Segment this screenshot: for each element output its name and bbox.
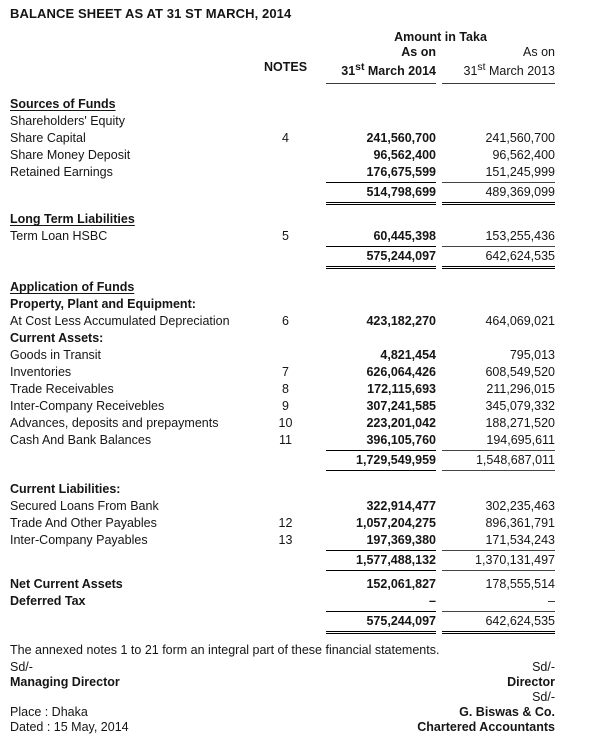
table-row [10, 532, 555, 549]
table-row [10, 498, 555, 515]
note-number [245, 147, 326, 164]
row-label: Goods in Transit [10, 348, 102, 363]
row-label: Inter-Company Receivebles [10, 399, 165, 414]
note-number [245, 330, 326, 347]
table-row [10, 113, 555, 130]
amount-2014: 60,445,398 [373, 229, 436, 244]
signature-left [10, 660, 129, 735]
row-label [10, 550, 245, 571]
signature-firm: G. Biswas & Co. [459, 705, 555, 720]
amount-2014: 322,914,477 [366, 499, 436, 514]
note-number [245, 211, 326, 228]
table-row [10, 164, 555, 181]
note-number: 10 [278, 416, 293, 431]
row-label: Deferred Tax [10, 594, 86, 609]
row-label: Long Term Liabilities [10, 212, 135, 227]
amount-2014: 307,241,585 [366, 399, 436, 414]
note-number [245, 576, 326, 593]
amount-2014 [326, 96, 436, 113]
header-amount-unit-row [10, 30, 555, 45]
row-label: Trade Receivables [10, 382, 114, 397]
amount-2014 [326, 330, 436, 347]
date-ordinal: st [355, 62, 365, 73]
note-number [245, 182, 326, 205]
page-title: BALANCE SHEET AS AT 31 ST MARCH, 2014 [10, 6, 292, 21]
total-row [10, 246, 555, 269]
amount-2013: 151,245,999 [485, 165, 555, 180]
spacer-cell [10, 79, 245, 85]
amount-2013: – [548, 594, 555, 609]
note-number [245, 498, 326, 515]
amount-2013: 1,370,131,497 [442, 550, 555, 571]
row-label: Current Assets: [10, 331, 104, 346]
amount-2013: 194,695,611 [486, 433, 555, 448]
signature-right [417, 660, 555, 735]
signature-role-managing-director: Managing Director [10, 675, 120, 690]
spacer-cell [10, 60, 245, 79]
amount-2014: 172,115,693 [367, 382, 436, 397]
amount-2014: 176,675,599 [366, 165, 436, 180]
table-row [10, 228, 555, 245]
amount-2014: 1,577,488,132 [326, 550, 436, 571]
amount-2014: 396,105,760 [366, 433, 436, 448]
amount-2014: 241,560,700 [366, 131, 436, 146]
spacer-cell [10, 45, 245, 60]
table-row [10, 147, 555, 164]
note-number [245, 164, 326, 181]
amount-2013: 1,548,687,011 [442, 450, 555, 471]
row-label: Current Liabilities: [10, 482, 121, 497]
signature-role-chartered-accountants: Chartered Accountants [417, 720, 555, 735]
amount-2014: 575,244,097 [326, 246, 436, 269]
date-day: 31 [341, 64, 356, 79]
table-row [10, 364, 555, 381]
header-as-on-row [10, 45, 555, 60]
note-number: 11 [279, 433, 292, 448]
note-number: 4 [282, 131, 289, 146]
column-rule-2014 [326, 79, 436, 84]
total-row [10, 182, 555, 205]
row-label: Share Capital [10, 131, 86, 146]
annexed-notes-line: The annexed notes 1 to 21 form an integral part of these financial statements. [10, 643, 440, 658]
amount-2013: 795,013 [509, 348, 555, 363]
row-label [10, 450, 245, 471]
spacer-cell [245, 30, 326, 45]
amount-2014 [326, 113, 436, 130]
row-label: Retained Earnings [10, 165, 113, 180]
row-label: Secured Loans From Bank [10, 499, 159, 514]
table-row [10, 211, 555, 228]
row-label: Application of Funds [10, 280, 135, 295]
row-label: Cash And Bank Balances [10, 433, 152, 448]
note-number [245, 481, 326, 498]
table-row [10, 296, 555, 313]
amount-2013 [442, 96, 555, 113]
row-label: Sources of Funds [10, 97, 116, 112]
table-row [10, 96, 555, 113]
as-on-2013-label: As on [523, 45, 555, 59]
amount-2013: 211,296,015 [486, 382, 555, 397]
blank-line [10, 690, 129, 705]
amount-2013 [442, 481, 555, 498]
amount-2014: – [429, 594, 436, 609]
date-ordinal: st [477, 62, 486, 73]
amount-2013: 302,235,463 [485, 499, 555, 514]
section-spacer [10, 471, 555, 481]
amount-2013: 171,534,243 [485, 533, 555, 548]
section-spacer [10, 269, 555, 279]
signature-sd: Sd/- [532, 690, 555, 705]
total-row [10, 550, 555, 571]
amount-2013: 96,562,400 [492, 148, 555, 163]
spacer-cell [245, 45, 326, 60]
amount-2013: 642,624,535 [442, 246, 555, 269]
amount-2014: 96,562,400 [373, 148, 436, 163]
amount-2013: 345,079,332 [485, 399, 555, 414]
row-label: At Cost Less Accumulated Depreciation [10, 314, 230, 329]
note-number [245, 450, 326, 471]
amount-2014: 1,057,204,275 [356, 516, 436, 531]
amount-2013: 153,255,436 [485, 229, 555, 244]
amount-2014: 514,798,699 [326, 182, 436, 205]
note-number: 6 [282, 314, 289, 329]
date-rest: March 2014 [364, 64, 436, 79]
amount-2014 [326, 211, 436, 228]
table-row [10, 593, 555, 610]
date-rest: March 2013 [485, 64, 555, 79]
table-row [10, 381, 555, 398]
column-rule-2013 [442, 79, 555, 84]
total-row [10, 450, 555, 471]
amount-2014: 423,182,270 [366, 314, 436, 329]
amount-2013: 608,549,520 [485, 365, 555, 380]
amount-2013: 464,069,021 [485, 314, 555, 329]
amount-2014 [326, 279, 436, 296]
table-row [10, 313, 555, 330]
amount-2014: 1,729,549,959 [326, 450, 436, 471]
note-number [245, 96, 326, 113]
as-on-2014-label: As on [401, 45, 436, 59]
amount-2013: 896,361,791 [485, 516, 555, 531]
table-row [10, 576, 555, 593]
amount-2014 [326, 296, 436, 313]
table-header [10, 30, 555, 96]
amount-2014: 575,244,097 [326, 611, 436, 634]
amount-2013: 642,624,535 [442, 611, 555, 634]
amount-2014: 152,061,827 [366, 577, 436, 592]
dated-line: Dated : 15 May, 2014 [10, 720, 129, 735]
amount-2013 [442, 113, 555, 130]
amount-unit-label: Amount in Taka [394, 30, 487, 44]
amount-2013: 188,271,520 [485, 416, 555, 431]
amount-2014 [326, 481, 436, 498]
table-row [10, 330, 555, 347]
amount-2014: 197,369,380 [366, 533, 436, 548]
note-number [245, 593, 326, 610]
amount-2013 [442, 296, 555, 313]
note-number [245, 347, 326, 364]
signature-sd: Sd/- [10, 660, 33, 675]
balance-sheet-table [10, 96, 555, 640]
section-spacer [10, 634, 555, 640]
row-label: Inventories [10, 365, 72, 380]
note-number: 12 [278, 516, 293, 531]
note-number [245, 611, 326, 634]
amount-2013 [442, 330, 555, 347]
table-row [10, 432, 555, 449]
note-number: 7 [282, 365, 289, 380]
table-row [10, 415, 555, 432]
signature-sd: Sd/- [532, 660, 555, 675]
note-number: 13 [278, 533, 293, 548]
row-label: Property, Plant and Equipment: [10, 297, 196, 312]
row-label [10, 611, 245, 634]
header-date-row [10, 60, 555, 79]
row-label: Inter-Company Payables [10, 533, 148, 548]
signature-block [10, 660, 555, 735]
table-row [10, 481, 555, 498]
row-label: Share Money Deposit [10, 148, 131, 163]
note-number: 5 [282, 229, 289, 244]
date-day: 31 [463, 64, 478, 79]
row-label: Trade And Other Payables [10, 516, 157, 531]
spacer-cell [245, 79, 326, 85]
place-line: Place : Dhaka [10, 705, 88, 720]
spacer-cell [10, 30, 245, 45]
row-label [10, 246, 245, 269]
table-row [10, 515, 555, 532]
note-number [245, 550, 326, 571]
row-label: Net Current Assets [10, 577, 123, 592]
amount-2013 [442, 279, 555, 296]
table-row [10, 347, 555, 364]
note-number [245, 113, 326, 130]
note-number [245, 279, 326, 296]
amount-2013 [442, 211, 555, 228]
note-number [245, 246, 326, 269]
table-row [10, 279, 555, 296]
amount-2014: 4,821,454 [380, 348, 436, 363]
amount-2013: 178,555,514 [485, 577, 555, 592]
table-row [10, 398, 555, 415]
notes-column-label: NOTES [263, 60, 308, 74]
amount-2013: 241,560,700 [485, 131, 555, 146]
row-label [10, 182, 245, 205]
row-label: Shareholders' Equity [10, 114, 125, 129]
table-row [10, 130, 555, 147]
amount-2013: 489,369,099 [442, 182, 555, 205]
row-label: Term Loan HSBC [10, 229, 108, 244]
signature-role-director: Director [507, 675, 555, 690]
note-number: 8 [282, 382, 289, 397]
row-label: Advances, deposits and prepayments [10, 416, 219, 431]
header-gap [10, 85, 555, 96]
total-row [10, 611, 555, 634]
date-2014-label [326, 60, 436, 79]
note-number [245, 296, 326, 313]
date-2013-label [442, 60, 555, 79]
amount-2014: 223,201,042 [366, 416, 436, 431]
note-number: 9 [282, 399, 289, 414]
amount-2014: 626,064,426 [366, 365, 436, 380]
